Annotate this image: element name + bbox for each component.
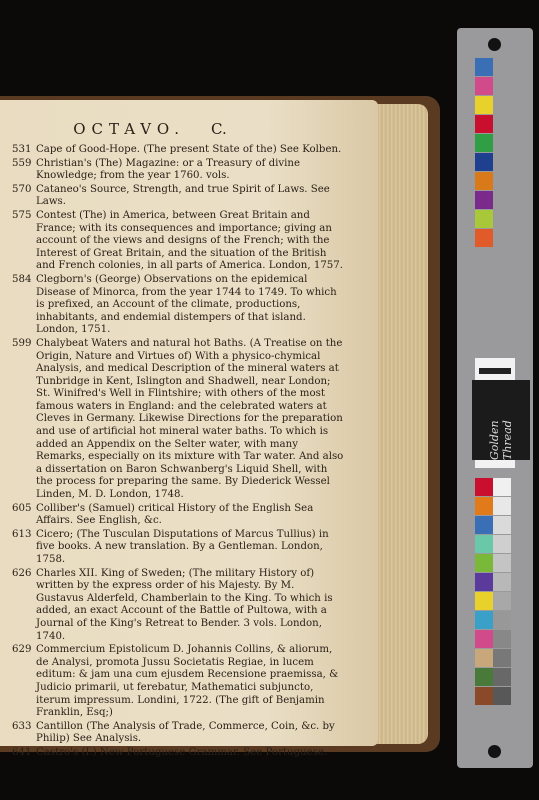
catalog-entry — [12, 144, 344, 157]
color-swatch — [475, 115, 493, 133]
color-swatch — [475, 668, 493, 686]
gray-swatch — [493, 535, 511, 553]
entry-text: Christian's (The) Magazine: or a Treasury of divine Knowledge; from the year 1760. vols. — [36, 157, 301, 182]
entry-text: Colliber's (Samuel) critical History of the English Sea Affairs. See English, &c. — [36, 502, 314, 527]
gray-swatch — [493, 649, 511, 667]
color-swatch — [475, 497, 493, 515]
entry-number: 584 — [12, 273, 32, 285]
catalog-entry — [12, 158, 344, 183]
entry-text: Charles XII. King of Sweden; (The military History of) written by the express order of his Majesty. By M. Gustavus Alderfeld, Chamberlain to the King. To which is added, an exact Account of the Battle of Pultowa, with a Journal of the King's Retreat to Bender. 3 vols. London, 1740. — [36, 567, 333, 642]
entry-number: 605 — [12, 502, 32, 514]
catalog-entry — [12, 747, 344, 760]
catalog-entry — [12, 503, 344, 528]
color-swatch — [475, 210, 493, 228]
entry-text: Contest (The) in America, between Great Britain and France; with its consequences and importance; giving an account of the views and designs of the French; with the Interest of Great Britain, and the situation of the British and French colonies, in all parts of America. London, 1757. — [36, 209, 344, 272]
color-swatch — [475, 478, 493, 496]
lower-color-swatches — [475, 478, 493, 706]
entry-number: 531 — [12, 144, 32, 155]
entry-text: Cicero; (The Tusculan Disputations of Marcus Tullius) in five books. A new translation. By a Gentleman. London, 1758. — [36, 528, 329, 565]
gray-swatch — [493, 611, 511, 629]
entry-text: Cantillon (The Analysis of Trade, Commerce, Coin, &c. by Philip) See Analysis. — [36, 720, 335, 745]
color-swatch — [475, 516, 493, 534]
entry-text: Cape of Good-Hope. (The present State of the) See Kolben. — [36, 144, 342, 155]
catalog-entry — [12, 210, 344, 273]
color-swatch — [475, 58, 493, 76]
entry-number: 613 — [12, 528, 32, 540]
gray-swatch — [493, 592, 511, 610]
entry-text: Cataneo's Source, Strength, and true Spirit of Laws. See Laws. — [36, 183, 330, 208]
color-swatch — [475, 649, 493, 667]
gray-swatch — [493, 554, 511, 572]
page-header — [0, 120, 300, 138]
entry-text: Castro's (I.) New Portuguese Grammar. See Portuguese. — [36, 746, 328, 758]
catalog-entry — [12, 721, 344, 746]
catalog-entry — [12, 568, 344, 644]
color-swatch — [475, 611, 493, 629]
color-swatch — [475, 687, 493, 705]
catalog-entries — [12, 144, 344, 761]
entry-number: 599 — [12, 337, 32, 349]
color-swatch — [475, 96, 493, 114]
color-swatch — [475, 592, 493, 610]
color-swatch — [475, 172, 493, 190]
gray-swatch — [493, 630, 511, 648]
color-swatch — [475, 191, 493, 209]
gray-swatch — [493, 687, 511, 705]
entry-number: 626 — [12, 567, 32, 579]
golden-thread-label: Golden Thread — [472, 380, 530, 460]
entry-text: Commercium Epistolicum D. Johannis Collins, & aliorum, de Analysi, promota Jussu Societatis Regiae, in lucem editum: & jam una cum ejusdem Recensione praemissa, & Judicio primarii, ut ferebatur, Mathematici subjuncto, iterum impressum. Londini, 1722. (The gift of Benjamin Franklin, Esq;) — [36, 644, 339, 719]
header-letter: C. — [211, 120, 227, 138]
entry-number: 641 — [12, 746, 32, 758]
color-swatch — [475, 229, 493, 247]
entry-text: Clegborn's (George) Observations on the epidemical Disease of Minorca, from the year 1744 to 1749. To which is prefixed, an Account of the climate, productions, inhabitants, and endemial distempers of that island. London, 1751. — [36, 273, 337, 336]
ruler-hole-bottom — [488, 745, 501, 758]
color-swatch — [475, 134, 493, 152]
entry-number: 633 — [12, 720, 32, 732]
gray-swatch — [493, 668, 511, 686]
color-swatch — [475, 630, 493, 648]
gray-swatch — [493, 516, 511, 534]
entry-number: 575 — [12, 209, 32, 221]
gray-swatch — [493, 573, 511, 591]
book-page — [0, 100, 378, 758]
gray-swatch — [493, 478, 511, 496]
color-swatch — [475, 573, 493, 591]
catalog-entry — [12, 274, 344, 337]
color-swatch — [475, 554, 493, 572]
header-title: OCTAVO. — [73, 120, 186, 138]
color-swatches — [475, 58, 493, 248]
entry-text: Chalybeat Waters and natural hot Baths. (A Treatise on the Origin, Nature and Virtues of) With a physico-chymical Analysis, and medical Description of the mineral waters at Tunbridge in Kent, Islington and Shadwell, near London; St. Winifred's Well in Flintshire; with others of the most famous waters in England: and the celebrated waters at Cleves in Germany. Likewise Directions for the preparation and use of artificial hot mineral water baths. To which is added an Appendix on the Selter water, with many Remarks, especially on its mixture with Tar water. And also a dissertation on Baron Schwanberg's Liquid Shell, with the process for preparing the same. By Diederick Wessel Linden, M. D. London, 1748. — [36, 337, 344, 501]
entry-number: 629 — [12, 644, 32, 656]
gray-swatch — [493, 497, 511, 515]
color-swatch — [475, 77, 493, 95]
catalog-entry — [12, 184, 344, 209]
ruler-hole-top — [488, 38, 501, 51]
color-swatch — [475, 153, 493, 171]
catalog-entry — [12, 529, 344, 567]
color-swatch — [475, 535, 493, 553]
entry-number: 570 — [12, 183, 32, 195]
entry-number: 559 — [12, 157, 32, 169]
lower-gray-swatches — [493, 478, 511, 706]
catalog-entry — [12, 644, 344, 720]
catalog-entry — [12, 338, 344, 502]
